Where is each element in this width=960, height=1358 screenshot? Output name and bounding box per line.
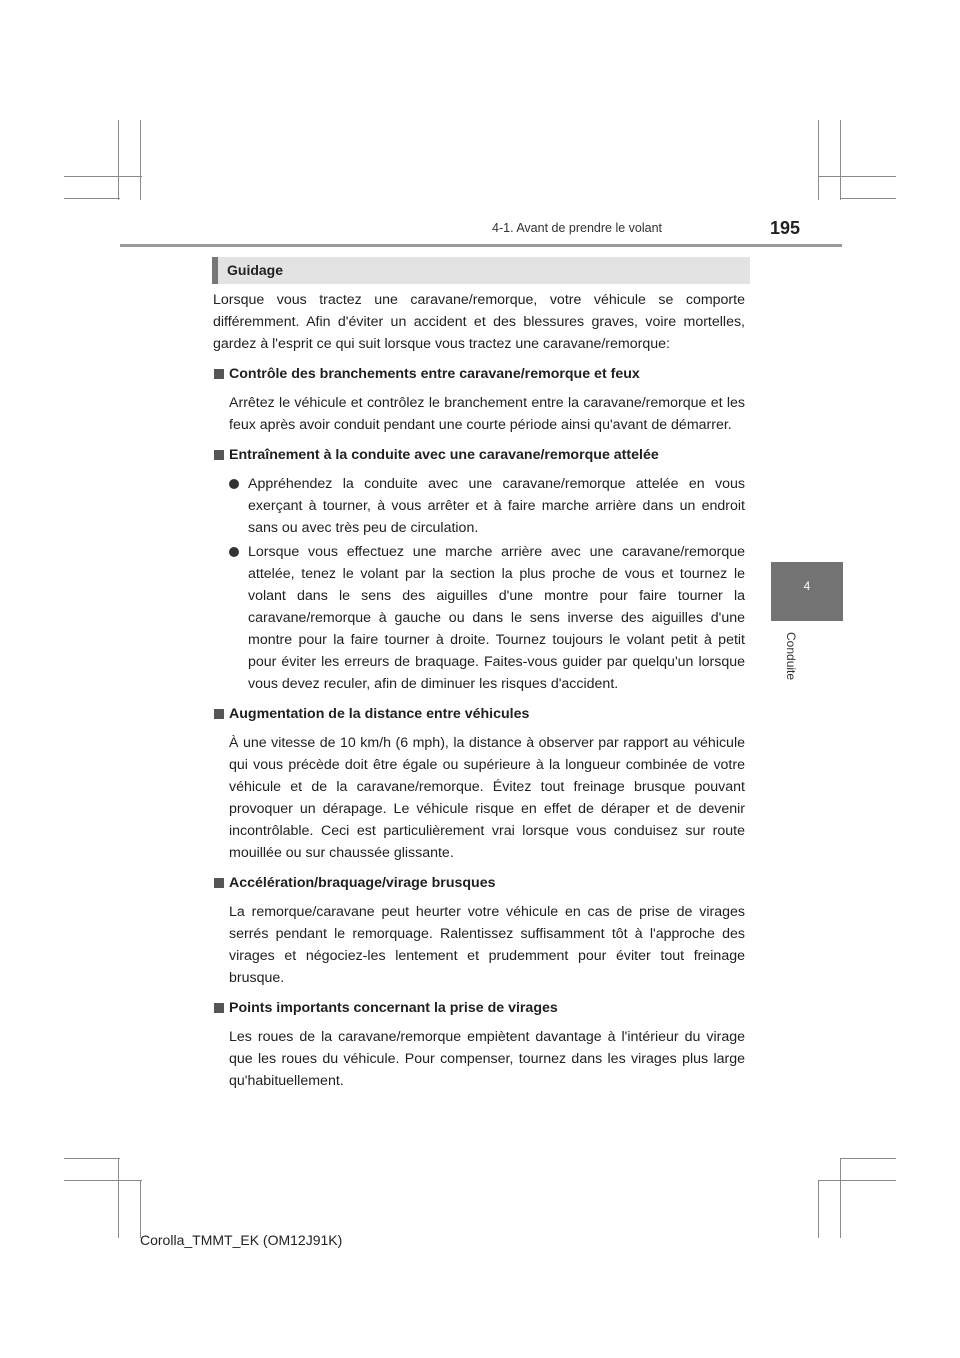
topic-body: Arrêtez le véhicule et contrôlez le branchement entre la caravane/remorque et les feux après avoir conduit pendant une courte période ainsi qu'avant de démarrer. — [229, 395, 745, 433]
header-divider — [120, 244, 842, 247]
list-item — [213, 473, 745, 539]
crop-mark — [64, 198, 120, 199]
crop-mark — [64, 1180, 142, 1181]
chapter-tab[interactable] — [771, 562, 843, 621]
square-bullet-icon — [214, 878, 224, 888]
crop-mark — [818, 176, 896, 177]
crop-mark — [840, 120, 841, 200]
topic-heading — [213, 703, 745, 725]
topic-sudden-maneuvers — [213, 872, 745, 989]
crop-mark — [140, 1180, 141, 1238]
square-bullet-icon — [214, 369, 224, 379]
topic-heading-text: Entraînement à la conduite avec une caravane/remorque attelée — [229, 447, 659, 463]
crop-mark — [64, 1158, 120, 1159]
topic-heading-text: Points importants concernant la prise de virages — [229, 1000, 558, 1016]
guide-bar-label: Guidage — [227, 262, 284, 278]
crop-mark — [818, 120, 819, 200]
main-content — [213, 289, 745, 1100]
topic-heading — [213, 444, 745, 466]
topic-turning — [213, 997, 745, 1092]
intro-paragraph: Lorsque vous tractez une caravane/remorque, votre véhicule se comporte différemment. Afin d'éviter un accident et des blessures graves, voire mortelles, gardez à l'esprit ce qui suit lorsque vous tractez une caravane/remorque: — [213, 292, 745, 352]
crop-mark — [840, 1158, 896, 1159]
crop-mark — [818, 1180, 819, 1238]
topic-heading — [213, 997, 745, 1019]
section-title: 4-1. Avant de prendre le volant — [492, 221, 663, 235]
round-bullet-icon — [229, 547, 239, 557]
square-bullet-icon — [214, 450, 224, 460]
list-item-text: Lorsque vous effectuez une marche arrière avec une caravane/remorque attelée, tenez le volant par la section la plus proche de vous et tournez le volant dans le sens des aiguilles d'une montre pour faire tourner la caravane/remorque à gauche ou dans le sens inverse des aiguilles d'une montre pour la faire tourner à droite. Tournez toujours le volant petit à petit pour éviter les erreurs de braquage. Faites-vous guider par quelqu'un lorsque vous devez reculer, afin de diminuer les risques d'accident. — [248, 544, 745, 692]
topic-body: À une vitesse de 10 km/h (6 mph), la distance à observer par rapport au véhicule qui vous précède doit être égale ou supérieure à la longueur combinée de votre véhicule et de la caravane/remorque. Évitez tout freinage brusque pouvant provoquer un dérapage. Le véhicule risque en effet de déraper et de devenir incontrôlable. Ceci est particulièrement vrai lorsque vous conduisez sur route mouillée ou sur chaussée glissante. — [229, 735, 745, 861]
crop-mark — [118, 120, 119, 200]
square-bullet-icon — [214, 709, 224, 719]
crop-mark — [840, 198, 896, 199]
topic-body: Les roues de la caravane/remorque empiètent davantage à l'intérieur du virage que les roues du véhicule. Pour compenser, tournez dans les virages plus large qu'habituellement. — [229, 1029, 745, 1089]
topic-heading — [213, 872, 745, 894]
crop-mark — [118, 1158, 119, 1238]
crop-mark — [818, 1180, 896, 1181]
topic-heading-text: Augmentation de la distance entre véhicules — [229, 706, 530, 722]
square-bullet-icon — [214, 1003, 224, 1013]
round-bullet-icon — [229, 479, 239, 489]
topic-training — [213, 444, 745, 695]
topic-distance — [213, 703, 745, 864]
guide-bar-accent — [212, 257, 218, 284]
chapter-number: 4 — [803, 579, 811, 593]
page-number: 195 — [770, 218, 801, 238]
topic-body: La remorque/caravane peut heurter votre véhicule en cas de prise de virages serrés pendant le remorquage. Ralentissez suffisamment tôt à l'approche des virages et négociez-les lentement et prudemment pour éviter tout freinage brusque. — [229, 904, 745, 986]
crop-mark — [140, 120, 141, 200]
footer-model-code: Corolla_TMMT_EK (OM12J91K) — [140, 1232, 343, 1248]
topic-heading-text: Contrôle des branchements entre caravane/remorque et feux — [229, 366, 640, 382]
guide-section-bar — [212, 257, 750, 284]
topic-connections — [213, 363, 745, 436]
crop-mark — [840, 1158, 841, 1238]
chapter-label-text: Conduite — [784, 632, 798, 681]
crop-mark — [64, 176, 142, 177]
list-item-text: Appréhendez la conduite avec une caravane/remorque attelée en vous exerçant à tourner, à vous arrêter et à faire marche arrière dans un endroit sans ou avec très peu de circulation. — [248, 476, 745, 536]
topic-heading — [213, 363, 745, 385]
list-item — [213, 541, 745, 695]
topic-heading-text: Accélération/braquage/virage brusques — [229, 875, 496, 891]
